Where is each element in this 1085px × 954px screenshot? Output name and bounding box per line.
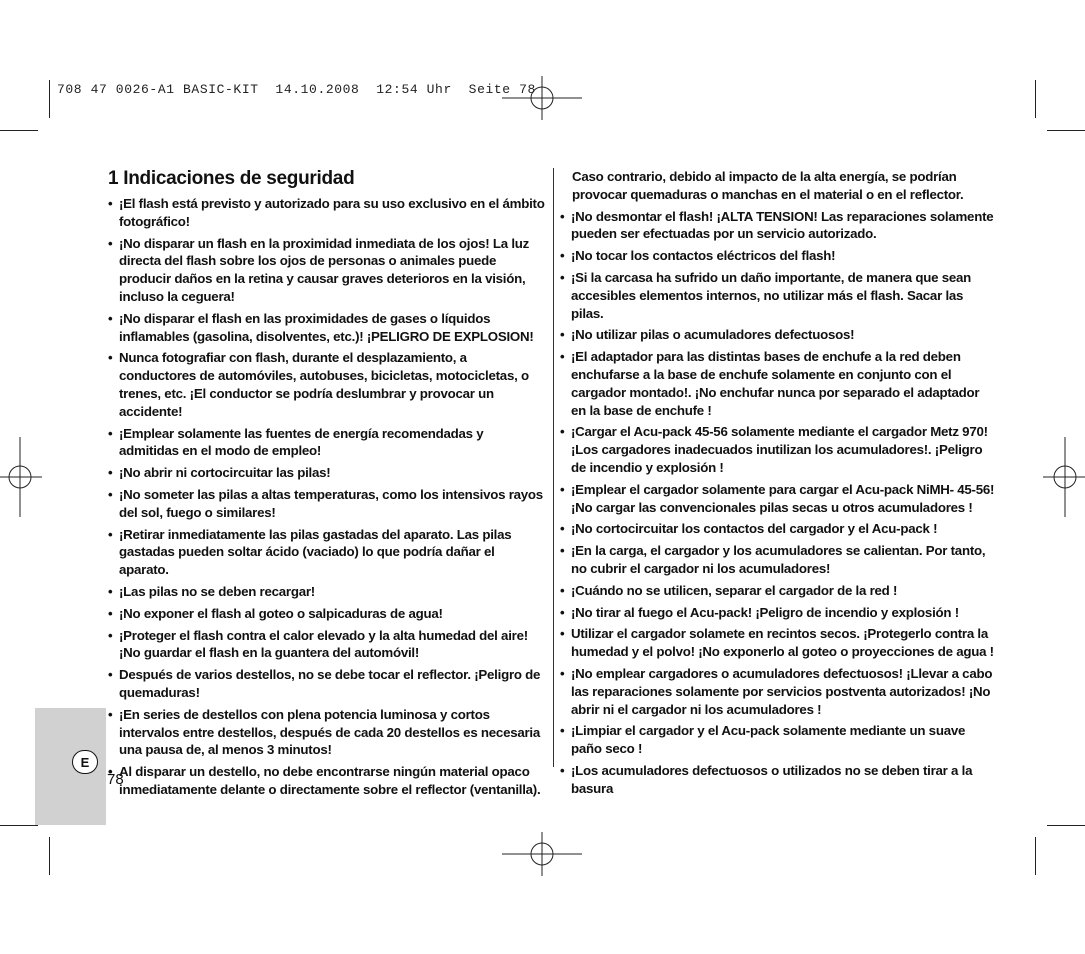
list-item: • ¡No exponer el flash al goteo o salpicaduras de agua!: [108, 605, 546, 623]
list-item: • ¡Cargar el Acu-pack 45-56 solamente mediante el cargador Metz 970! ¡Los cargadores inadecuados inutilizan los acumuladores!. ¡Peligro de incendio y explosión !: [560, 423, 996, 476]
registration-mark-bottom: [502, 814, 582, 894]
crop-mark: [1035, 80, 1036, 118]
safety-list-right: [560, 168, 996, 798]
list-item: • ¡El flash está previsto y autorizado para su uso exclusivo en el ámbito fotográfico!: [108, 195, 546, 231]
page-number: 78: [107, 771, 124, 788]
language-badge: E: [72, 750, 98, 774]
list-item: • Después de varios destellos, no se debe tocar el reflector. ¡Peligro de quemaduras!: [108, 666, 546, 702]
crop-mark: [1035, 837, 1036, 875]
list-item: • ¡Retirar inmediatamente las pilas gastadas del aparato. Las pilas gastadas pueden soltar ácido (vaciado) lo que podría dañar el aparato.: [108, 526, 546, 579]
list-item: • Utilizar el cargador solamete en recintos secos. ¡Protegerlo contra la humedad y el polvo! ¡No exponerlo al goteo o proyecciones de agua !: [560, 625, 996, 661]
list-item: • ¡Las pilas no se deben recargar!: [108, 583, 546, 601]
list-item: • Nunca fotografiar con flash, durante el desplazamiento, a conductores de automóviles, autobuses, bicicletas, motocicletas, o trenes, etc. ¡El conductor se podría deslumbrar y provocar un accidente!: [108, 349, 546, 420]
column-divider: [553, 168, 554, 767]
list-item: • ¡Si la carcasa ha sufrido un daño importante, de manera que sean accesibles elementos internos, no utilizar más el flash. Sacar las pilas.: [560, 269, 996, 322]
right-column: [560, 168, 996, 802]
list-item: • ¡Proteger el flash contra el calor elevado y la alta humedad del aire! ¡No guardar el flash en la guantera del automóvil!: [108, 627, 546, 663]
safety-list-left: [108, 195, 546, 799]
crop-mark: [0, 130, 38, 131]
print-slug-line: 708 47 0026-A1 BASIC-KIT 14.10.2008 12:54 Uhr Seite 78: [57, 82, 536, 97]
registration-mark-right: [1025, 437, 1085, 517]
registration-mark-top: [502, 58, 582, 138]
left-column: [108, 168, 546, 803]
crop-mark: [1047, 130, 1085, 131]
list-item: • ¡No utilizar pilas o acumuladores defectuosos!: [560, 326, 996, 344]
list-item: • ¡No disparar el flash en las proximidades de gases o líquidos inflamables (gasolina, disolventes, etc.)! ¡PELIGRO DE EXPLOSION!: [108, 310, 546, 346]
list-item: • ¡Limpiar el cargador y el Acu-pack solamente mediante un suave paño seco !: [560, 722, 996, 758]
list-item: • ¡En series de destellos con plena potencia luminosa y cortos intervalos entre destellos, después de cada 20 destellos es necesaria una pausa de, al menos 3 minutos!: [108, 706, 546, 759]
list-item: • ¡En la carga, el cargador y los acumuladores se calientan. Por tanto, no cubrir el cargador ni los acumuladores!: [560, 542, 996, 578]
list-item: • ¡Emplear solamente las fuentes de energía recomendadas y admitidas en el modo de empleo!: [108, 425, 546, 461]
list-item: • Al disparar un destello, no debe encontrarse ningún material opaco inmediatamente delante o directamente sobre el reflector (ventanilla).: [108, 763, 546, 799]
list-item: • ¡No emplear cargadores o acumuladores defectuosos! ¡Llevar a cabo las reparaciones solamente por servicios postventa autorizados! ¡No abrir ni el cargador ni los acumuladores !: [560, 665, 996, 718]
list-item-continuation: Caso contrario, debido al impacto de la alta energía, se podrían provocar quemaduras o manchas en el material o en el reflector.: [572, 169, 964, 202]
crop-mark: [49, 837, 50, 875]
registration-mark-left: [0, 437, 60, 517]
list-item: • ¡Emplear el cargador solamente para cargar el Acu-pack NiMH- 45-56! ¡No cargar las convencionales pilas secas u otros acumuladores !: [560, 481, 996, 517]
list-item: • ¡No someter las pilas a altas temperaturas, como los intensivos rayos del sol, fuego o similares!: [108, 486, 546, 522]
list-item: • ¡No abrir ni cortocircuitar las pilas!: [108, 464, 546, 482]
crop-mark: [1047, 825, 1085, 826]
list-item: • ¡No desmontar el flash! ¡ALTA TENSION! Las reparaciones solamente pueden ser efectuadas por un servicio autorizado.: [560, 208, 996, 244]
list-item: • ¡El adaptador para las distintas bases de enchufe a la red deben enchufarse a la base de enchufe solamente en conjunto con el cargador montado!. ¡No enchufar nunca por separado el adaptador en la base de enchufe !: [560, 348, 996, 419]
list-item: • ¡Los acumuladores defectuosos o utilizados no se deben tirar a la basura: [560, 762, 996, 798]
section-title: 1 Indicaciones de seguridad: [108, 168, 355, 189]
list-item: • ¡No cortocircuitar los contactos del cargador y el Acu-pack !: [560, 520, 996, 538]
list-item: • ¡No disparar un flash en la proximidad inmediata de los ojos! La luz directa del flash sobre los ojos de personas o animales puede producir daños en la retina y causar graves deterioros en la visión, incluso la ceguera!: [108, 235, 546, 306]
list-item: • ¡Cuándo no se utilicen, separar el cargador de la red !: [560, 582, 996, 600]
list-item: • ¡No tirar al fuego el Acu-pack! ¡Peligro de incendio y explosión !: [560, 604, 996, 622]
list-item: • ¡No tocar los contactos eléctricos del flash!: [560, 247, 996, 265]
crop-mark: [0, 825, 38, 826]
crop-mark: [49, 80, 50, 118]
